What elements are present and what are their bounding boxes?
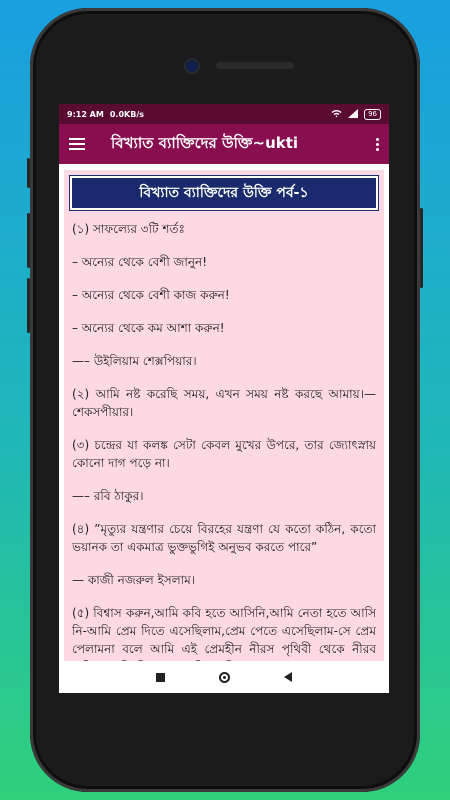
quote-paragraph: —– উইলিয়াম শেক্সপিয়ার। — [72, 354, 197, 368]
status-bar — [59, 104, 389, 124]
quote-paragraph: (২) আমি নষ্ট করেছি সময়, এখন সময় নষ্ট করছে আমায়।— শেকসপীয়ার। — [72, 387, 376, 419]
quote-paragraph: (৩) চন্দ্রের যা কলঙ্ক সেটা কেবল মুখের উপরে, তার জ্যোৎস্নায় কোনো দাগ পড়ে না। — [72, 438, 376, 470]
quote-paragraph: – অন্যের থেকে বেশী জানুন! — [72, 255, 208, 269]
earpiece-speaker — [216, 62, 294, 69]
more-vert-icon[interactable] — [375, 138, 379, 151]
power-button — [27, 158, 30, 188]
phone-screen — [59, 104, 389, 693]
quote-paragraph: (৪) ”মৃত্যুর যন্ত্রণার চেয়ে বিরহের যন্ত্রণা যে কতো কঠিন, কতো ভয়ানক তা একমাত্র ভুক্তভুগিই অনুভব করতে পারে” — [72, 522, 376, 554]
hamburger-menu-icon[interactable] — [69, 138, 85, 150]
app-toolbar — [59, 124, 389, 164]
status-time: 9:12 AM — [67, 109, 104, 119]
volume-up-button — [27, 213, 30, 268]
quote-paragraph: (১) সাফল্যের ৩টি শর্তঃ — [72, 222, 185, 236]
signal-icon — [348, 109, 358, 120]
side-button — [420, 208, 423, 288]
home-circle-icon[interactable] — [219, 672, 230, 683]
quote-paragraph: —– রবি ঠাকুর। — [72, 489, 144, 503]
app-title: বিখ্যাত ব্যাক্তিদের উক্তি~ukti — [111, 133, 299, 152]
quote-paragraph: – অন্যের থেকে বেশী কাজ করুন! — [72, 288, 230, 302]
volume-down-button — [27, 278, 30, 333]
recents-square-icon[interactable] — [156, 673, 165, 682]
system-nav-bar — [59, 661, 389, 693]
quote-paragraph: – অন্যের থেকে কম আশা করুন! — [72, 321, 225, 335]
quote-card — [64, 170, 384, 661]
front-camera — [186, 60, 198, 72]
wifi-icon — [331, 109, 342, 120]
status-network-speed: 0.0KB/s — [109, 109, 144, 119]
content-scroll-area[interactable] — [59, 164, 389, 661]
article-heading: বিখ্যাত ব্যাক্তিদের উক্তি পর্ব-১ — [70, 176, 378, 210]
battery-icon: 96 — [364, 109, 381, 120]
back-triangle-icon[interactable] — [284, 672, 292, 682]
quote-paragraph: (৫) বিশ্বাস করুন,আমি কবি হতে আসিনি,আমি নেতা হতে আসি নি-আমি প্রেম দিতে এসেছিলাম,প্রেম পেতে এসেছিলাম-সে প্রেম পেলামনা বলে আমি এই প্রেমহীন নীরস পৃথিবী থেকে নীরব — [72, 606, 376, 656]
quote-paragraph: — কাজী নজরুল ইসলাম। — [72, 573, 196, 587]
